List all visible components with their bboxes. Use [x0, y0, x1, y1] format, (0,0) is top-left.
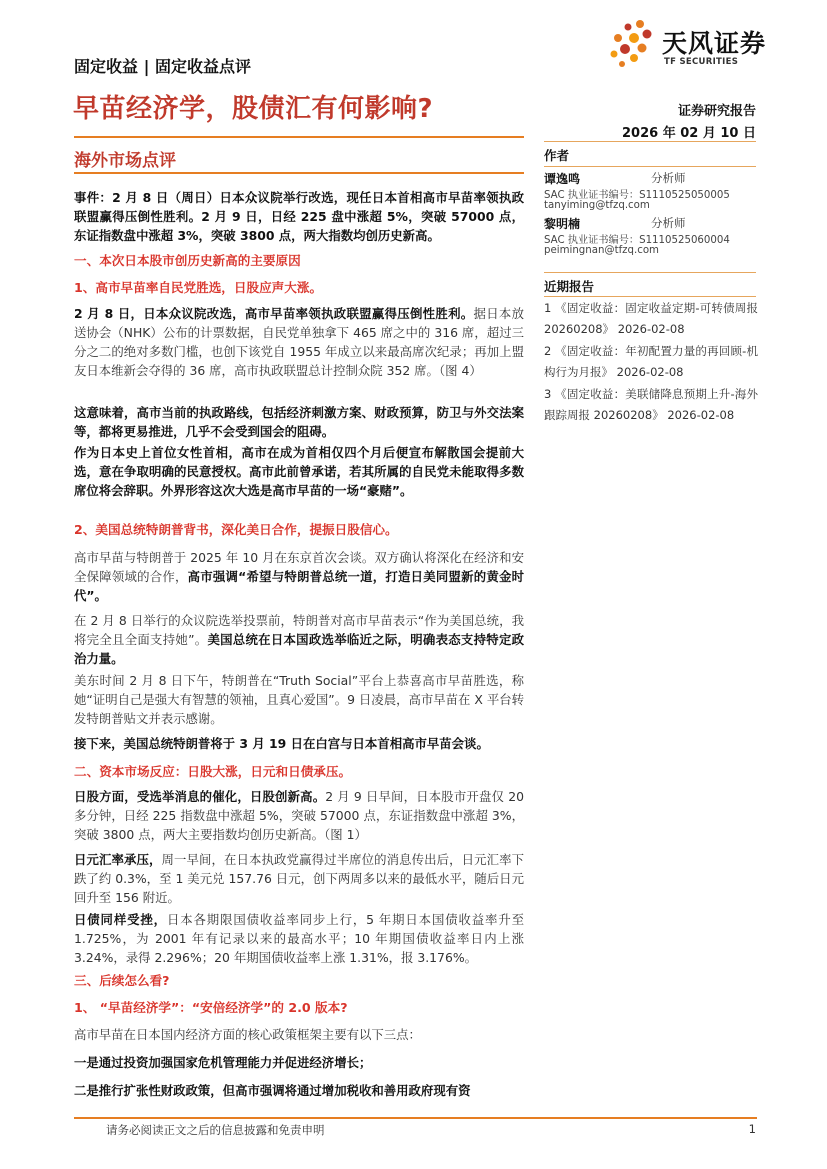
author-cert: SAC 执业证书编号：S1110525060004 — [544, 235, 730, 246]
body-text: 高市早苗在日本国内经济方面的核心政策框架主要有以下三点： — [74, 1027, 421, 1042]
paragraph — [74, 787, 524, 844]
sidebar-divider — [544, 141, 756, 142]
paragraph — [74, 304, 524, 380]
paragraph — [74, 611, 524, 668]
bold-text: 2 月 8 日，日本众议院改选，高市早苗率领执政联盟赢得压倒性胜利。 — [74, 306, 474, 321]
author-role: 分析师 — [651, 216, 686, 230]
event-text: 事件：2 月 8 日（周日）日本众议院举行改选，现任日本首相高市早苗率领执政联盟赢得压倒性胜利。2 月 9 日，日经 225 盘中涨超 5%，突破 57000 点，东证指数盘中涨超 3%，突破 3800 点，两大指数均创历史新高。 — [74, 190, 524, 243]
authors-heading: 作者 — [544, 148, 570, 163]
report-type: 证券研究报告 — [677, 104, 756, 119]
paragraph — [74, 734, 524, 753]
section-heading: 三、后续怎么看? — [74, 973, 170, 988]
company-logo — [606, 18, 766, 74]
recent-reports-list — [544, 298, 758, 427]
tf-logo-icon — [606, 18, 658, 70]
bold-text: 作为日本史上首位女性首相，高市在成为首相仅四个月后便宣布解散国会提前大选，意在争取明确的民意授权。高市此前曾承诺，若其所属的自民党未能取得多数席位将会辞职。外界形容这次大选是高市早苗的一场“豪赌”。 — [74, 445, 524, 498]
logo-text-cn: 天风证券 — [662, 29, 767, 58]
heading-2 — [74, 762, 524, 781]
heading-3-1 — [74, 998, 524, 1017]
bold-text: 一是通过投资加强国家危机管理能力并促进经济增长； — [74, 1055, 372, 1070]
subsection-heading: 1、 “早苗经济学”：“安倍经济学”的 2.0 版本? — [74, 1000, 348, 1015]
heading-1 — [74, 251, 524, 270]
sidebar-divider — [544, 296, 756, 297]
paragraph — [74, 1081, 524, 1100]
recent-report-item[interactable]: 1 《固定收益：固定收益定期-可转债周报 20260208》 2026-02-08 — [544, 301, 758, 336]
paragraph — [74, 671, 524, 728]
recent-report-item[interactable]: 3 《固定收益：美联储降息预期上升-海外跟踪周报 20260208》 2026-02-08 — [544, 387, 758, 422]
paragraph — [74, 1025, 524, 1044]
bold-text: 二是推行扩张性财政政策，但高市强调将通过增加税收和善用政府现有资 — [74, 1083, 471, 1098]
section-divider — [74, 172, 524, 174]
report-category: 固定收益 | 固定收益点评 — [74, 57, 251, 76]
footer-disclaimer: 请务必阅读正文之后的信息披露和免责申明 — [106, 1123, 325, 1137]
report-date: 2026 年 02 月 10 日 — [622, 126, 756, 141]
section-heading: 一、本次日本股市创历史新高的主要原因 — [74, 253, 301, 268]
sidebar-divider — [544, 166, 756, 167]
subsection-heading: 2、美国总统特朗普背书，深化美日合作，提振日股信心。 — [74, 522, 398, 537]
paragraph — [74, 850, 524, 907]
paragraph — [74, 910, 524, 967]
bold-text: 接下来，美国总统特朗普将于 3 月 19 日在白宫与日本首相高市早苗会谈。 — [74, 736, 489, 751]
page-number: 1 — [748, 1122, 756, 1136]
event-summary — [74, 188, 524, 245]
paragraph — [74, 443, 524, 500]
body-text: 周一早间，在日本执政党赢得过半席位的消息传出后，日元汇率下跌了约 0.3%，至 1 美元兑 157.76 日元，创下两周多以来的最低水平，随后日元回升至 156 附近。 — [74, 852, 525, 905]
recent-reports-heading: 近期报告 — [544, 279, 595, 294]
author-email[interactable]: peimingnan@tfzq.com — [544, 245, 659, 256]
paragraph — [74, 403, 524, 441]
body-text: 日本各期限国债收益率同步上行，5 年期日本国债收益率升至 1.725%，为 2001 年有记录以来的最高水平；10 年期国债收益率日内上涨 3.24%，录得 2.296%；20 年期国债收益率上涨 1.31%，报 3.176%。 — [74, 912, 525, 965]
author-email[interactable]: tanyiming@tfzq.com — [544, 200, 650, 211]
bold-text: 美国总统在日本国政选举临近之际，明确表态支持特定政治力量。 — [74, 632, 525, 666]
bold-text: 日债同样受挫， — [74, 912, 167, 927]
bold-text: 这意味着，高市当前的执政路线，包括经济刺激方案、财政预算，防卫与外交法案等，都将更易推进，几乎不会受到国会的阻碍。 — [74, 405, 524, 439]
body-text: 在 2 月 8 日举行的众议院选举投票前，特朗普对高市早苗表示“作为美国总统，我将完全且全面支持她”。 — [74, 613, 524, 647]
author-cert: SAC 执业证书编号：S1110525050005 — [544, 190, 730, 201]
page-title: 早苗经济学，股债汇有何影响? — [73, 94, 434, 124]
body-text: 据日本放送协会（NHK）公布的计票数据，自民党单独拿下 465 席之中的 316 席，超过三分之二的绝对多数门槛，也创下该党自 1955 年成立以来最高席次纪录；再加上盟友日本维新会夺得的 36 席，高市执政联盟总计控制众院 352 席。（图 4） — [74, 306, 524, 378]
heading-1-1 — [74, 278, 524, 297]
sidebar-divider — [544, 272, 756, 273]
body-text: 2 月 9 日早间，日本股市开盘仅 20 多分钟，日经 225 指数盘中涨超 5%，突破 57000 点，东证指数盘中涨超 3%，突破 3800 点，两大主要指数均创历史新高。（图 1） — [74, 789, 524, 842]
author-name: 黎明楠 — [544, 217, 581, 231]
subsection-heading: 1、高市早苗率自民党胜选，日股应声大涨。 — [74, 280, 323, 295]
bold-text: 高市强调“希望与特朗普总统一道，打造日美同盟新的黄金时代”。 — [74, 569, 524, 603]
recent-report-item[interactable]: 2 《固定收益：年初配置力量的再回顾-机构行为月报》 2026-02-08 — [544, 344, 758, 379]
bold-text: 日元汇率承压， — [74, 852, 162, 867]
title-divider — [74, 136, 524, 138]
bold-text: 日股方面，受选举消息的催化，日股创新高。 — [74, 789, 326, 804]
footer-divider — [74, 1117, 757, 1119]
heading-3 — [74, 971, 524, 990]
author-name: 谭逸鸣 — [544, 172, 581, 186]
body-text: 美东时间 2 月 8 日下午，特朗普在“Truth Social”平台上恭喜高市早苗胜选，称她“证明自己是强大有智慧的领袖，且真心爱国”。9 日凌晨，高市早苗在 X 平台转发特朗普贴文并表示感谢。 — [74, 673, 524, 726]
author-role: 分析师 — [651, 171, 686, 185]
paragraph — [74, 548, 524, 605]
paragraph — [74, 1053, 524, 1072]
section-title: 海外市场点评 — [74, 151, 176, 171]
logo-text-en: TF SECURITIES — [664, 57, 739, 67]
section-heading: 二、资本市场反应：日股大涨，日元和日债承压。 — [74, 764, 352, 779]
heading-1-2 — [74, 520, 524, 539]
body-text: 高市早苗与特朗普于 2025 年 10 月在东京首次会谈。双方确认将深化在经济和安全保障领域的合作， — [74, 550, 524, 584]
